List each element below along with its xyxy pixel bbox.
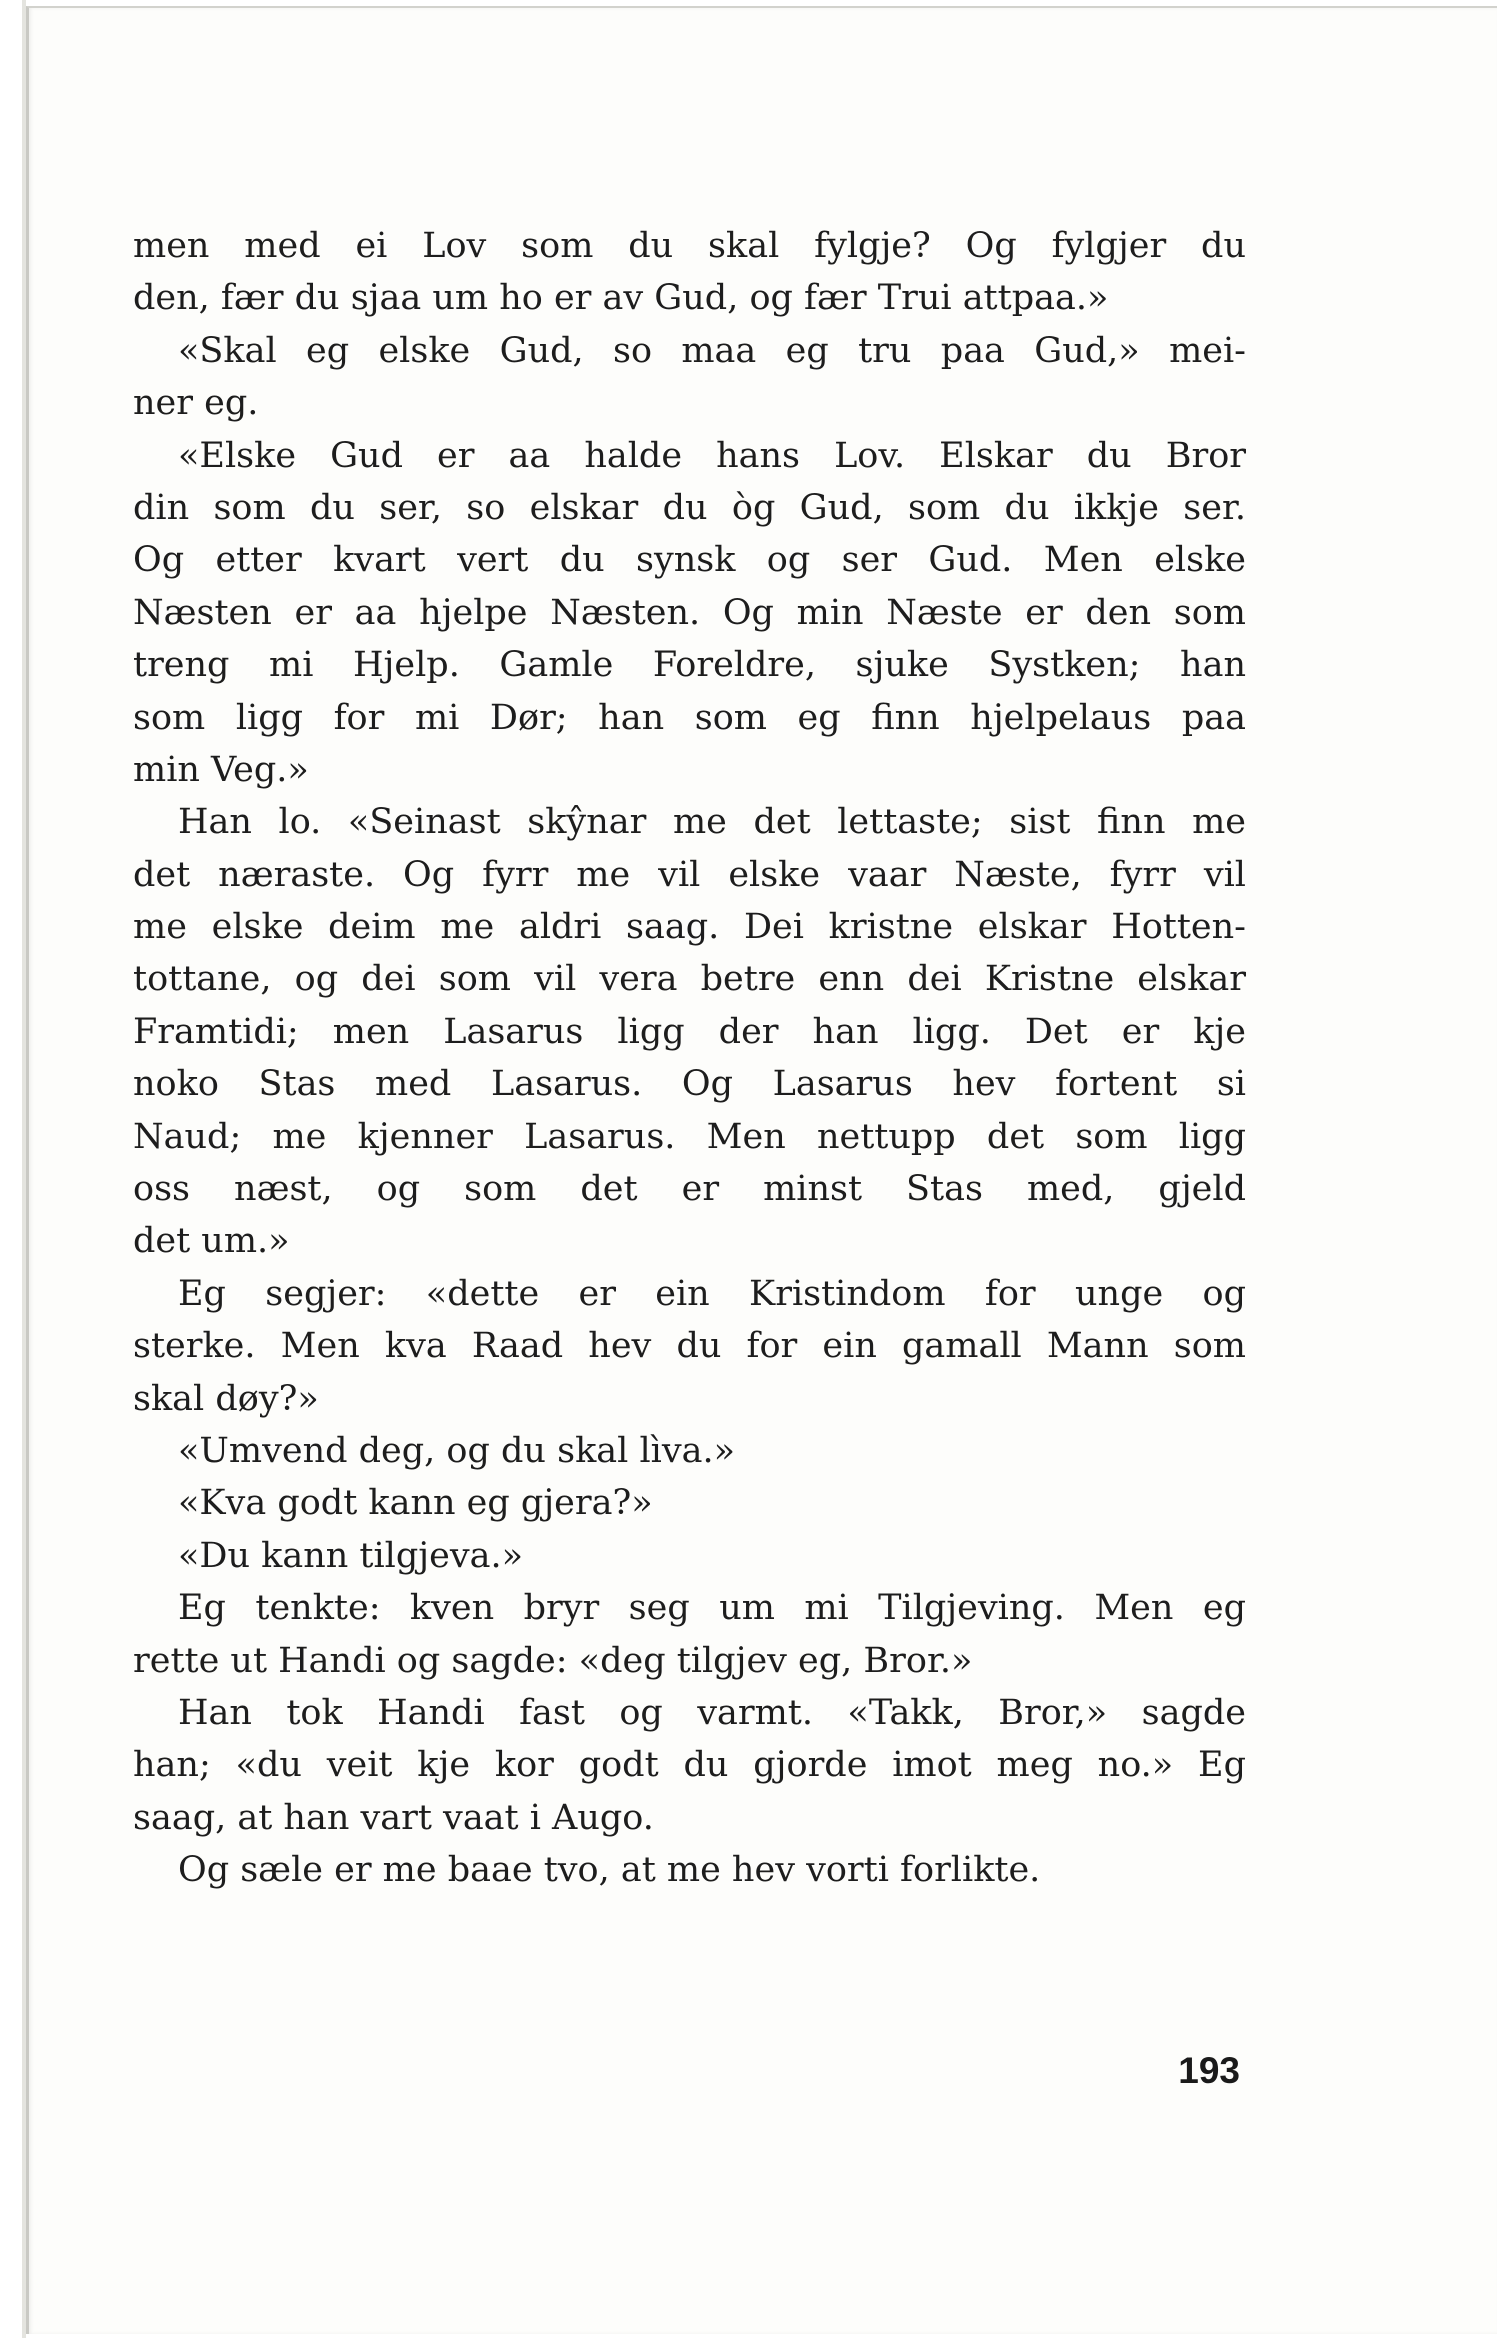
text-line: som ligg for mi Dør; han som eg finn hjelpelaus paa: [133, 697, 1246, 738]
text-line: treng mi Hjelp. Gamle Foreldre, sjuke Systken; han: [133, 645, 1246, 686]
text-line: noko Stas med Lasarus. Og Lasarus hev fortent si: [133, 1064, 1246, 1105]
text-line: «Du kann tilgjeva.»: [178, 1535, 524, 1576]
page-number: 193: [1178, 2050, 1240, 2091]
text-line: Eg segjer: «dette er ein Kristindom for unge og: [178, 1273, 1246, 1314]
text-line: me elske deim me aldri saag. Dei kristne elskar Hotten-: [133, 907, 1246, 948]
text-line: skal døy?»: [133, 1378, 319, 1419]
text-line: «Umvend deg, og du skal lìva.»: [178, 1430, 736, 1471]
text-line: det næraste. Og fyrr me vil elske vaar Næste, fyrr vil: [133, 854, 1246, 895]
text-line: sterke. Men kva Raad hev du for ein gamall Mann som: [133, 1326, 1246, 1367]
text-line: Eg tenkte: kven bryr seg um mi Tilgjeving. Men eg: [178, 1588, 1246, 1629]
text-line: Framtidi; men Lasarus ligg der han ligg. Det er kje: [133, 1011, 1246, 1052]
text-line: min Veg.»: [133, 749, 309, 790]
text-line: tottane, og dei som vil vera betre enn dei Kristne elskar: [133, 959, 1246, 1000]
text-line: Og sæle er me baae tvo, at me hev vorti forlikte.: [178, 1850, 1041, 1891]
text-line: Naud; me kjenner Lasarus. Men nettupp det som ligg: [133, 1116, 1246, 1157]
text-line: ner eg.: [133, 383, 259, 424]
text-line: din som du ser, so elskar du òg Gud, som du ikkje ser.: [133, 487, 1246, 528]
text-line: Han tok Handi fast og varmt. «Takk, Bror,» sagde: [178, 1692, 1246, 1733]
text-line: Og etter kvart vert du synsk og ser Gud. Men elske: [133, 540, 1246, 581]
text-line: oss næst, og som det er minst Stas med, gjeld: [133, 1169, 1246, 1210]
text-line: «Kva godt kann eg gjera?»: [178, 1483, 653, 1524]
text-line: rette ut Handi og sagde: «deg tilgjev eg, Bror.»: [133, 1640, 973, 1681]
text-line: «Elske Gud er aa halde hans Lov. Elskar du Bror: [178, 435, 1246, 476]
text-line: saag, at han vart vaat i Augo.: [133, 1797, 654, 1838]
text-line: men med ei Lov som du skal fylgje? Og fylgjer du: [133, 226, 1246, 266]
text-line: han; «du veit kje kor godt du gjorde imot meg no.» Eg: [133, 1745, 1246, 1786]
text-line: den, fær du sjaa um ho er av Gud, og fær Trui attpaa.»: [133, 278, 1109, 319]
body-text: [133, 220, 1246, 1897]
text-line: «Skal eg elske Gud, so maa eg tru paa Gud,» mei-: [178, 330, 1246, 371]
text-line: Næsten er aa hjelpe Næsten. Og min Næste er den som: [133, 592, 1246, 633]
text-line: det um.»: [133, 1221, 290, 1262]
text-line: Han lo. «Seinast skŷnar me det lettaste; sist finn me: [178, 802, 1246, 843]
